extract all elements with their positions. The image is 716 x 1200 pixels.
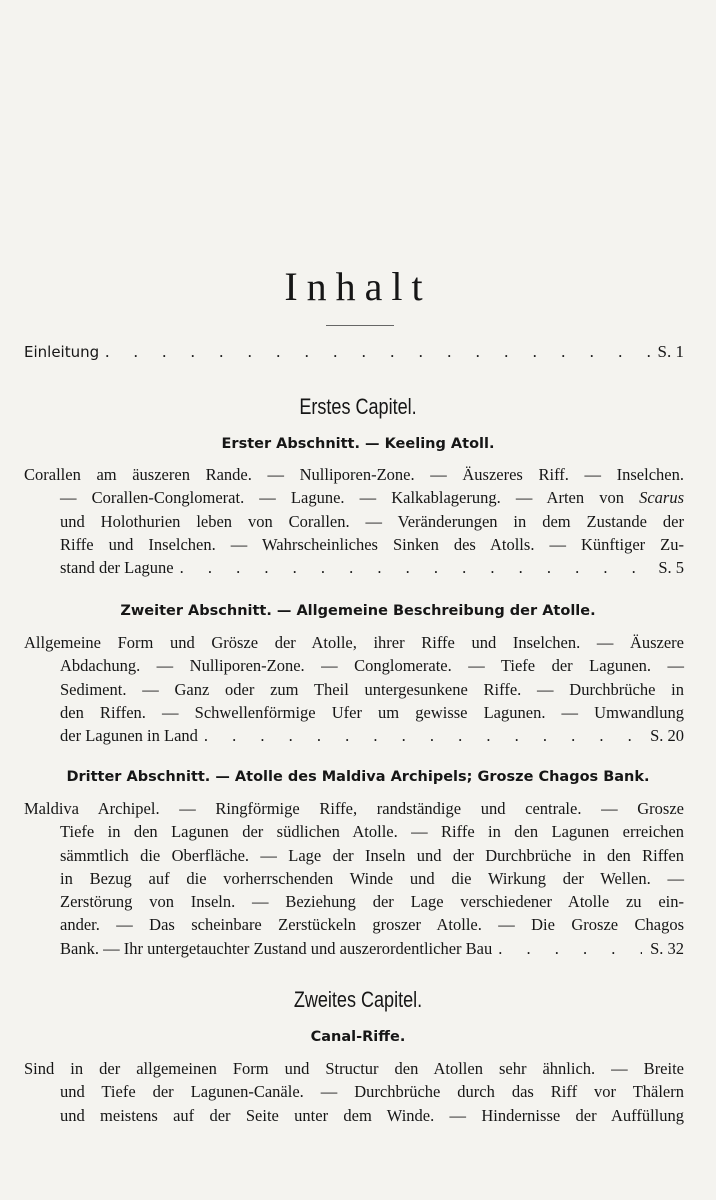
summary-line: Abdachung. — Nulliporen-Zone. — Conglomerate. — Tiefe der Lagunen. — (60, 656, 684, 676)
summary-line: Zerstörung von Inseln. — Beziehung der Lage verschiedener Atolle zu ein- (60, 892, 684, 912)
section-summary-1-3 (24, 797, 684, 960)
toc-page-number: S. 20 (650, 726, 684, 746)
summary-line: Tiefe in den Lagunen der südlichen Atolle. — Riffe in den Lagunen erreichen (60, 822, 684, 842)
section-summary-1-1 (24, 463, 684, 579)
summary-line: der Lagunen in Land (60, 726, 198, 746)
toc-page-number: S. 32 (650, 938, 684, 958)
section-heading-1-3: Dritter Abschnitt. — Atolle des Maldiva Archipels; Grosze Chagos Bank. (66, 769, 650, 785)
summary-line: Sediment. — Ganz oder zum Theil untergesunkene Riffe. — Durchbrüche in (60, 679, 684, 699)
summary-line: ander. — Das scheinbare Zerstückeln groszer Atolle. — Die Grosze Chagos (60, 915, 684, 935)
title-rule (326, 325, 394, 326)
summary-line: Riffe und Inselchen. — Wahrscheinliches Sinken des Atolls. — Künftiger Zu- (60, 534, 684, 554)
section-heading-1-2: Zweiter Abschnitt. — Allgemeine Beschreibung der Atolle. (120, 603, 596, 619)
toc-page-number: S. 1 (657, 342, 684, 361)
genus-name: Scarus (639, 488, 684, 508)
chapter-heading-1: Erstes Capitel. (299, 394, 417, 419)
toc-entry-1-1[interactable] (24, 556, 684, 579)
summary-line: Bank. — Ihr untergetauchter Zustand und auszerordentlicher Bau (60, 938, 493, 958)
toc-page-number: S. 5 (658, 558, 684, 578)
summary-line: Maldiva Archipel. — Ringförmige Riffe, randständige und centrale. — Grosze (24, 799, 684, 818)
summary-line: den Riffen. — Schwellenförmige Ufer um gewisse Lagunen. — Umwandlung (60, 702, 684, 722)
leader-dots (198, 724, 642, 747)
page-title: Inhalt (284, 264, 432, 309)
summary-line: in Bezug auf die vorherrschenden Winde und die Wirkung der Wellen. — (60, 868, 684, 888)
section-summary-1-2 (24, 631, 684, 747)
leader-dots (492, 937, 642, 960)
leader-dots (174, 556, 651, 579)
summary-line: Allgemeine Form und Grösze der Atolle, ihrer Riffe und Inselchen. — Äuszere (24, 633, 684, 652)
summary-line: und meistens auf der Seite unter dem Winde. — Hindernisse der Auffüllung (60, 1105, 684, 1125)
leader-dots (99, 340, 657, 364)
summary-line: — Corallen-Conglomerat. — Lagune. — Kalkablagerung. — Arten von Scarus (60, 488, 684, 508)
summary-line: Sind in der allgemeinen Form und Structur den Atollen sehr ähnlich. — Breite (24, 1059, 684, 1078)
toc-entry-intro[interactable] (24, 340, 684, 364)
summary-line: stand der Lagune (60, 558, 174, 578)
toc-entry-1-2[interactable] (24, 724, 684, 747)
summary-line: und Holothurien leben von Corallen. — Veränderungen in dem Zustande der (60, 511, 684, 531)
toc-entry-label: Einleitung (24, 343, 100, 361)
summary-line: und Tiefe der Lagunen-Canäle. — Durchbrüche durch das Riff vor Thälern (60, 1082, 684, 1102)
chapter-heading-2: Zweites Capitel. (293, 987, 423, 1012)
section-summary-2-1 (24, 1057, 684, 1127)
section-heading-1-1: Erster Abschnitt. — Keeling Atoll. (221, 436, 495, 452)
toc-entry-1-3[interactable] (24, 937, 684, 960)
summary-line: Corallen am äuszeren Rande. — Nulliporen-Zone. — Äuszeres Riff. — Inselchen. (24, 465, 684, 484)
section-heading-2-1: Canal-Riffe. (310, 1029, 406, 1045)
summary-line: sämmtlich die Oberfläche. — Lage der Inseln und der Durchbrüche in den Riffen (60, 845, 684, 865)
